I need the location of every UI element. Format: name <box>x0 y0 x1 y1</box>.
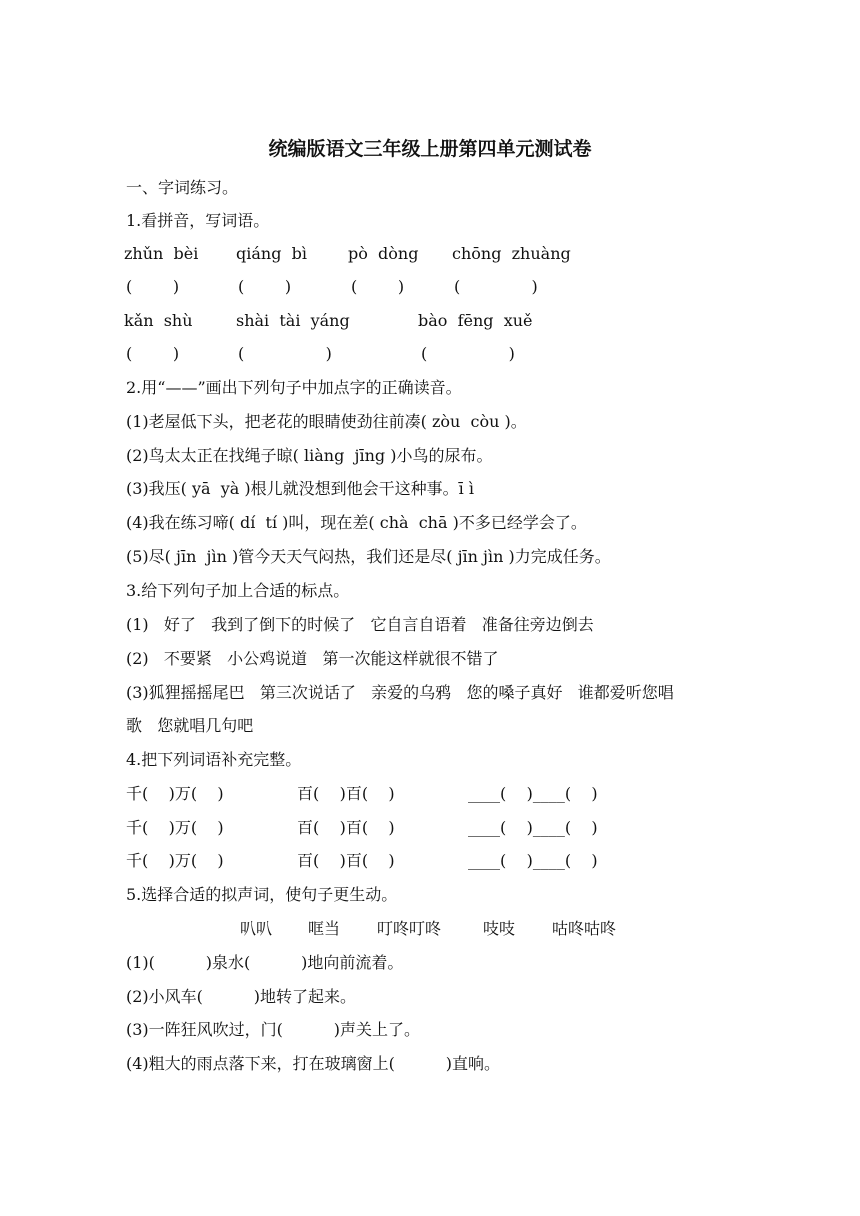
word-fill-item: ____( )____( ) <box>468 818 598 837</box>
question-3-heading: 3.给下列句子加上合适的标点。 <box>126 581 350 600</box>
pinyin-item: shài tài yáng <box>236 311 350 330</box>
answer-blank[interactable]: ( ) <box>351 277 405 296</box>
word-fill-item: 千( )万( ) <box>126 784 224 803</box>
answer-blank[interactable]: ( ) <box>454 277 538 296</box>
question-item: (3)狐狸摇摇尾巴 第三次说话了 亲爱的乌鸦 您的嗓子真好 谁都爱听您唱 <box>126 683 674 702</box>
answer-blank[interactable]: ( ) <box>126 344 180 363</box>
option-word: 咕咚咕咚 <box>552 919 617 938</box>
pinyin-item: pò dòng <box>348 244 419 263</box>
pinyin-item: qiáng bì <box>236 244 307 263</box>
option-word: 叭叭 <box>240 919 273 938</box>
pinyin-item: bào fēng xuě <box>418 311 533 330</box>
option-word: 叮咚叮咚 <box>377 919 442 938</box>
word-fill-item: ____( )____( ) <box>468 784 598 803</box>
question-item: (4)我在练习啼( dí tí )叫，现在差( chà chā )不多已经学会了。 <box>126 513 587 532</box>
question-item: (3)一阵狂风吹过，门( )声关上了。 <box>126 1020 421 1039</box>
word-fill-item: ____( )____( ) <box>468 851 598 870</box>
question-item-continued: 歌 您就唱几句吧 <box>126 716 254 735</box>
answer-blank[interactable]: ( ) <box>238 344 332 363</box>
question-item: (4)粗大的雨点落下来，打在玻璃窗上( )直响。 <box>126 1054 501 1073</box>
pinyin-item: chōng zhuàng <box>452 244 571 263</box>
question-item: (2)小风车( )地转了起来。 <box>126 987 357 1006</box>
answer-blank[interactable]: ( ) <box>126 277 180 296</box>
question-item: (1) 好了 我到了倒下的时候了 它自言自语着 准备往旁边倒去 <box>126 615 594 634</box>
question-item: (2) 不要紧 小公鸡说道 第一次能这样就很不错了 <box>126 649 499 668</box>
option-word: 吱吱 <box>483 919 516 938</box>
question-5-heading: 5.选择合适的拟声词，使句子更生动。 <box>126 885 398 904</box>
question-item: (3)我压( yā yà )根儿就没想到他会干这种事。ī ì <box>126 479 474 498</box>
word-fill-item: 百( )百( ) <box>297 818 395 837</box>
question-2-heading: 2.用“——”画出下列句子中加点字的正确读音。 <box>126 378 462 397</box>
pinyin-item: zhǔn bèi <box>124 244 199 263</box>
answer-blank[interactable]: ( ) <box>238 277 292 296</box>
pinyin-item: kǎn shù <box>124 311 193 330</box>
question-item: (1)( )泉水( )地向前流着。 <box>126 953 404 972</box>
question-item: (1)老屋低下头，把老花的眼睛使劲往前凑( zòu còu )。 <box>126 412 527 431</box>
question-item: (5)尽( jīn jìn )管今天天气闷热，我们还是尽( jīn jìn )力完成任务。 <box>126 547 611 566</box>
word-fill-item: 百( )百( ) <box>297 784 395 803</box>
question-1-heading: 1.看拼音，写词语。 <box>126 211 270 230</box>
question-4-heading: 4.把下列词语补充完整。 <box>126 750 302 769</box>
page-title: 统编版语文三年级上册第四单元测试卷 <box>268 138 592 160</box>
option-word: 哐当 <box>308 919 341 938</box>
word-fill-item: 千( )万( ) <box>126 818 224 837</box>
word-fill-item: 百( )百( ) <box>297 851 395 870</box>
question-item: (2)鸟太太正在找绳子晾( liàng jīng )小鸟的尿布。 <box>126 446 493 465</box>
word-fill-item: 千( )万( ) <box>126 851 224 870</box>
answer-blank[interactable]: ( ) <box>421 344 515 363</box>
section-heading: 一、字词练习。 <box>126 178 239 197</box>
